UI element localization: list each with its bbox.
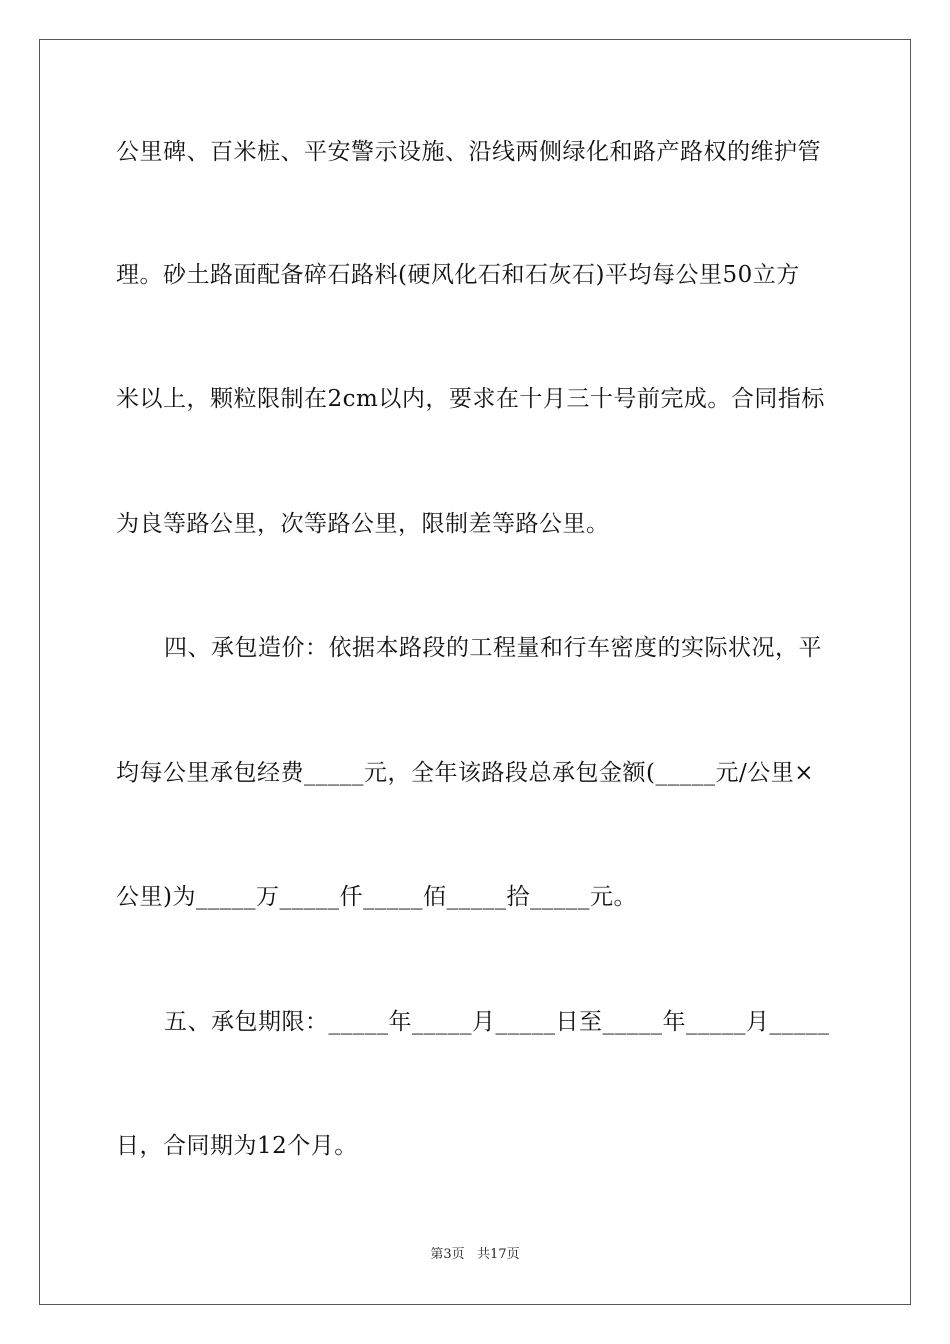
section-five-line-1: 五、承包期限：_____年_____月_____日至_____年_____月_____ [164,1009,830,1035]
section-four-line-2: 均每公里承包经费_____元，全年该路段总承包金额(_____元/公里× [116,760,814,786]
body-line-2: 理。砂土路面配备碎石路料(硬风化石和石灰石)平均每公里50立方 [116,262,800,288]
body-line-4: 为良等路公里，次等路公里，限制差等路公里。 [116,511,610,537]
body-line-3: 米以上，颗粒限制在2cm以内，要求在十月三十号前完成。合同指标 [116,386,825,412]
page-border [39,39,911,1305]
body-line-1: 公里碑、百米桩、平安警示设施、沿线两侧绿化和路产路权的维护管 [116,139,821,165]
page-number-footer: 第3页 共17页 [430,1247,520,1262]
section-four-line-3: 公里)为_____万_____仟_____佰_____拾_____元。 [116,884,637,910]
section-four-line-1: 四、承包造价：依据本路段的工程量和行车密度的实际状况，平 [164,635,822,661]
section-five-line-2: 日，合同期为12个月。 [116,1133,358,1159]
